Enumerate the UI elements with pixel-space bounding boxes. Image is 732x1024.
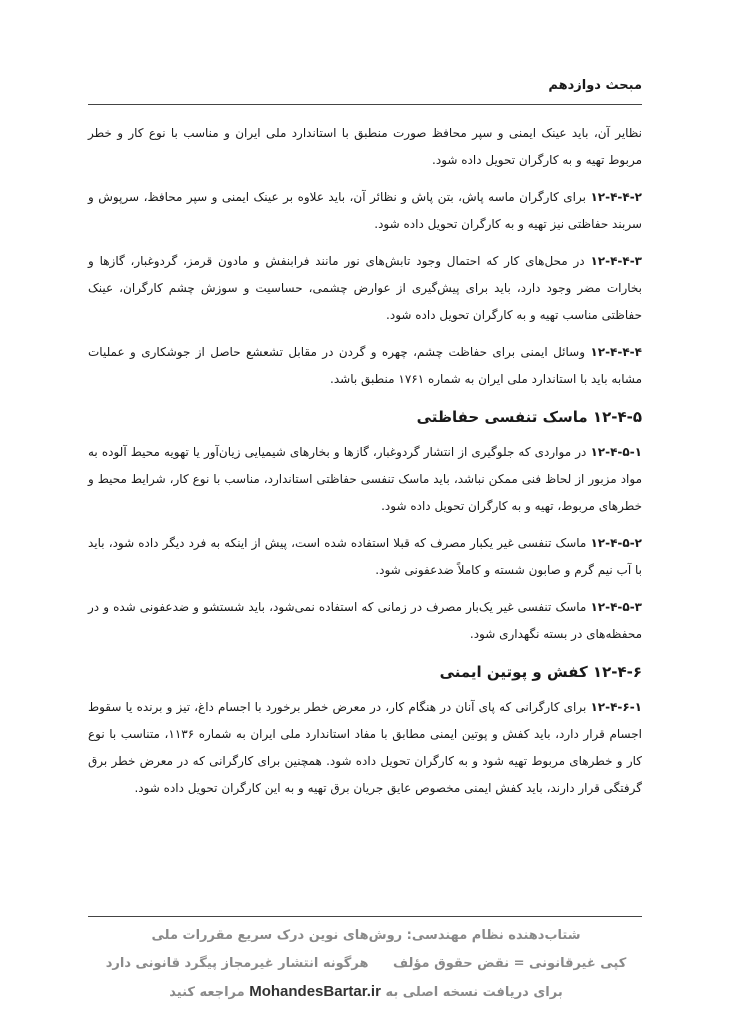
paragraph-12-4-5-1 [88, 439, 642, 520]
footer-line-1: شتاب‌دهنده نظام مهندسی: روش‌های نوین درک سریع مقررات ملی [151, 928, 581, 943]
clause-number: ۱۲-۴-۴-۲ [590, 190, 642, 204]
watermark-footer [60, 922, 672, 1007]
paragraph-12-4-4-4 [88, 339, 642, 393]
clause-text: ماسک تنفسی غیر یکبار مصرف که قبلا استفاده شده است، پیش از اینکه به فرد دیگر داده شود، باید با آب نیم گرم و صابون شسته و کاملاً ضدعفونی شود. [88, 536, 642, 577]
page-header-title: مبحث دوازدهم [548, 78, 642, 93]
footer-line-3-suffix: مراجعه کنید [169, 985, 245, 1000]
clause-number: ۱۲-۴-۴-۴ [590, 345, 642, 359]
clause-text: ماسک تنفسی غیر یک‌بار مصرف در زمانی که استفاده نمی‌شود، باید شستشو و ضدعفونی شده و در محفظه‌های در بسته نگهداری شود. [88, 600, 642, 641]
clause-number: ۱۲-۴-۵-۲ [590, 536, 642, 550]
paragraph-12-4-4-3 [88, 248, 642, 329]
intro-paragraph: نظایر آن، باید عینک ایمنی و سپر محافظ صورت منطبق با استاندارد ملی ایران و مناسب با نوع کار و خطر مربوط تهیه و به کارگران تحویل داده شود. [88, 126, 642, 167]
footer-line-3 [60, 978, 672, 1007]
clause-number: ۱۲-۴-۴-۳ [590, 254, 642, 268]
clause-text: برای کارگرانی که پای آنان در هنگام کار، در معرض خطر برخورد با اجسام داغ، تیز و برنده یا سقوط اجسام قرار دارد، باید کفش و پوتین ایمنی مطابق با مفاد استاندارد ملی ایران به شماره ۱۱۳۶، متناسب با نوع کار و خطرهای مربوط تهیه شود و به کارگران تحویل داده شود. همچنین برای کارگرانی که در معرض خطر برق گرفتگی قرار دارند، باید کفش ایمنی مخصوص عایق جریان برق تهیه و به این کارگران تحویل داده شود. [88, 700, 642, 795]
paragraph-12-4-5-2 [88, 530, 642, 584]
clause-text: وسائل ایمنی برای حفاظت چشم، چهره و گردن در مقابل تشعشع حاصل از جوشکاری و عملیات مشابه باید با استاندارد ملی ایران به شماره ۱۷۶۱ منطبق باشد. [88, 345, 642, 386]
paragraph-12-4-6-1 [88, 694, 642, 802]
clause-text: در محل‌های کار که احتمال وجود تابش‌های نور مانند فرابنفش و مادون قرمز، گردوغبار، گازها و بخارات مضر وجود دارد، باید برای پیش‌گیری از عوارض چشمی، حساسیت و سوزش چشم کارگران، عینک حفاظتی مناسب تهیه و به کارگران تحویل داده شود. [88, 254, 642, 322]
copyright-notice: کپی غیرقانونی = نقض حقوق مؤلف [392, 956, 627, 971]
footer-divider [88, 916, 642, 917]
website-link[interactable]: MohandesBartar.ir [249, 983, 381, 1000]
clause-text: برای کارگران ماسه پاش، بتن پاش و نظائر آن، باید علاوه بر عینک ایمنی و سپر محافظ، سرپوش و سربند حفاظتی نیز تهیه و به کارگران تحویل داده شود. [88, 190, 642, 231]
section-heading-safety-shoes: ۱۲-۴-۶ کفش و پوتین ایمنی [439, 663, 642, 681]
legal-notice: هرگونه انتشار غیرمجاز پیگرد قانونی دارد [105, 956, 369, 971]
section-heading-respirator: ۱۲-۴-۵ ماسک تنفسی حفاظتی [416, 408, 642, 426]
clause-number: ۱۲-۴-۵-۳ [590, 600, 642, 614]
paragraph-12-4-5-3 [88, 594, 642, 648]
header-divider [88, 104, 642, 105]
document-body [88, 120, 642, 812]
clause-number: ۱۲-۴-۶-۱ [590, 700, 642, 714]
footer-line-3-prefix: برای دریافت نسخه اصلی به [385, 985, 563, 1000]
paragraph-12-4-4-2 [88, 184, 642, 238]
footer-line-2 [60, 950, 672, 978]
clause-number: ۱۲-۴-۵-۱ [590, 445, 642, 459]
clause-text: در مواردی که جلوگیری از انتشار گردوغبار، گازها و بخارهای شیمیایی زیان‌آور یا تهویه محیط آلوده به مواد مزبور از لحاظ فنی ممکن نباشد، باید ماسک تنفسی حفاظتی استاندارد، مناسب با نوع کار، شرایط محیط و خطرهای مربوط، تهیه و به کارگران تحویل داده شود. [88, 445, 642, 513]
